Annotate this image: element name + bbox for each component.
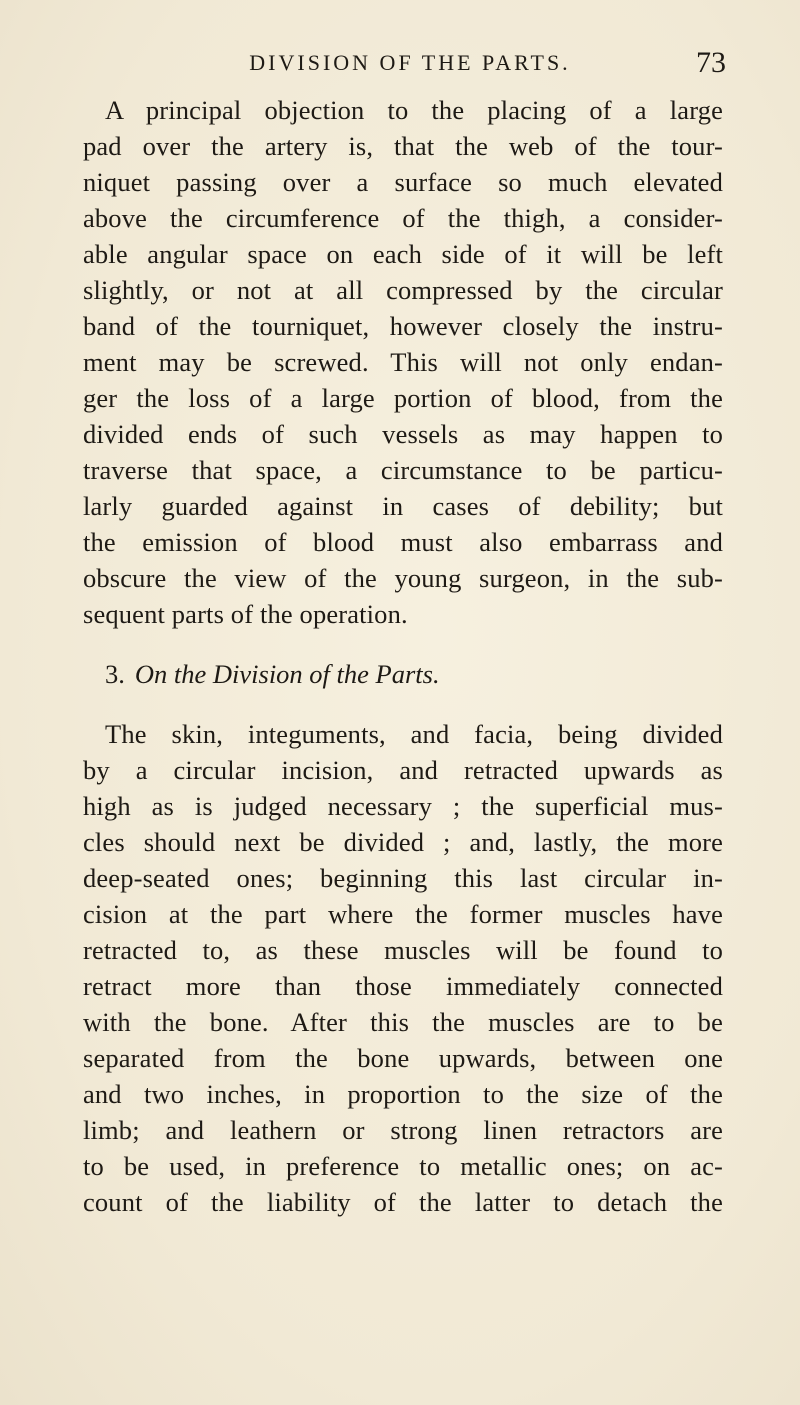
text-line: with the bone. After this the muscles are to be bbox=[83, 1007, 723, 1037]
text-line: sequent parts of the operation. bbox=[83, 599, 408, 629]
text-line: by a circular incision, and retracted upwards as bbox=[83, 755, 723, 785]
text-line: separated from the bone upwards, between one bbox=[83, 1043, 723, 1073]
text-line: slightly, or not at all compressed by the circular bbox=[83, 275, 723, 305]
text-line: ger the loss of a large portion of blood, from the bbox=[83, 383, 723, 413]
text-line: traverse that space, a circumstance to be particu- bbox=[83, 455, 723, 485]
text-line: ment may be screwed. This will not only endan- bbox=[83, 347, 723, 377]
text-line: retract more than those immediately connected bbox=[83, 971, 723, 1001]
running-head bbox=[0, 48, 800, 84]
text-line: The skin, integuments, and facia, being divided bbox=[105, 719, 723, 749]
text-line: niquet passing over a surface so much elevated bbox=[83, 167, 723, 197]
text-line: band of the tourniquet, however closely the instru- bbox=[83, 311, 723, 341]
text-line: retracted to, as these muscles will be found to bbox=[83, 935, 723, 965]
paragraph-1 bbox=[83, 92, 723, 632]
text-line: and two inches, in proportion to the size of the bbox=[83, 1079, 723, 1109]
text-line: obscure the view of the young surgeon, in the sub- bbox=[83, 563, 723, 593]
text-line: cision at the part where the former muscles have bbox=[83, 899, 723, 929]
text-line: deep-seated ones; beginning this last circular in- bbox=[83, 863, 723, 893]
section-heading bbox=[83, 632, 723, 716]
text-line: to be used, in preference to metallic ones; on ac- bbox=[83, 1151, 723, 1181]
text-line: divided ends of such vessels as may happen to bbox=[83, 419, 723, 449]
running-title: DIVISION OF THE PARTS. bbox=[249, 50, 571, 75]
text-line: able angular space on each side of it will be left bbox=[83, 239, 723, 269]
section-number: 3. bbox=[105, 659, 125, 689]
text-line: high as is judged necessary ; the superficial mus- bbox=[83, 791, 723, 821]
text-line: above the circumference of the thigh, a consider- bbox=[83, 203, 723, 233]
text-line: cles should next be divided ; and, lastly, the more bbox=[83, 827, 723, 857]
text-line: A principal objection to the placing of a large bbox=[105, 95, 723, 125]
page-number: 73 bbox=[696, 46, 726, 79]
text-line: count of the liability of the latter to detach the bbox=[83, 1187, 723, 1217]
section-title: On the Division of the Parts. bbox=[134, 659, 440, 689]
text-block bbox=[83, 92, 723, 1220]
text-line: pad over the artery is, that the web of the tour- bbox=[83, 131, 723, 161]
paragraph-2 bbox=[83, 716, 723, 1220]
text-line: limb; and leathern or strong linen retractors are bbox=[83, 1115, 723, 1145]
text-line: larly guarded against in cases of debility; but bbox=[83, 491, 723, 521]
text-line: the emission of blood must also embarrass and bbox=[83, 527, 723, 557]
